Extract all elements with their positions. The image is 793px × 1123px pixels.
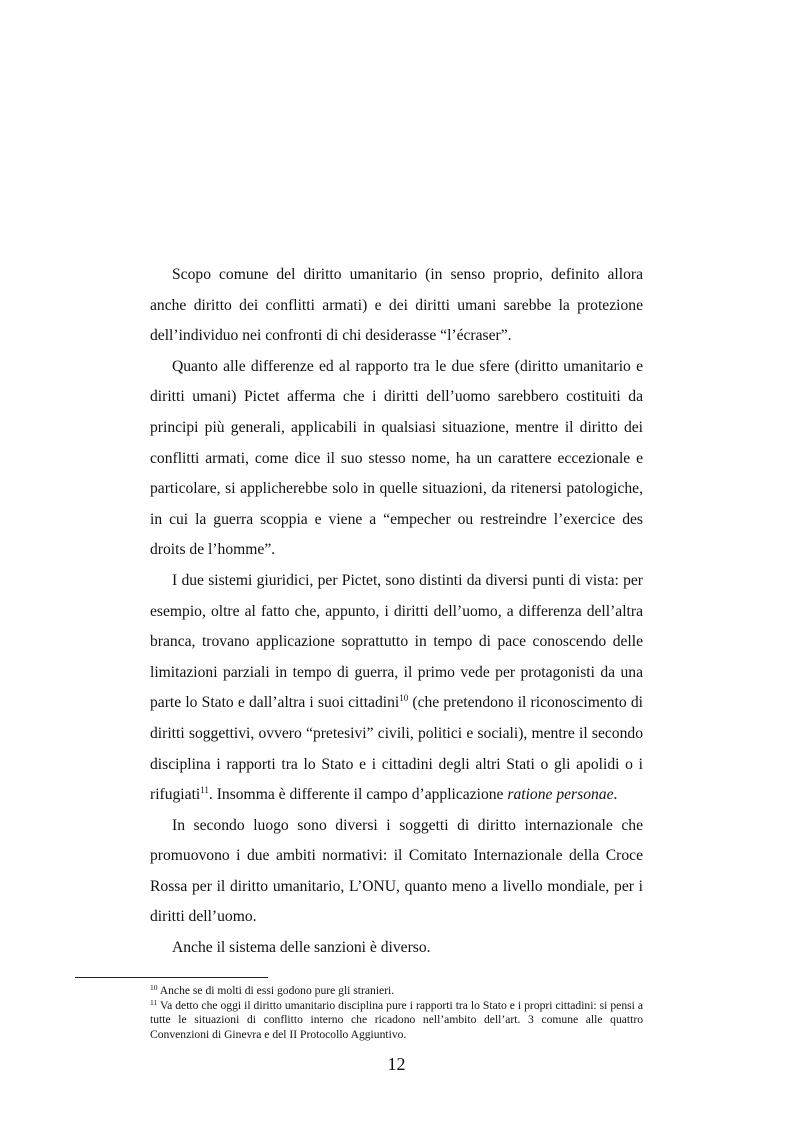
footnote-11-number: 11 xyxy=(150,997,158,1007)
footnote-10 xyxy=(150,984,643,999)
paragraph-3 xyxy=(150,566,643,811)
paragraph-1: Scopo comune del diritto umanitario (in senso proprio, definito allora anche diritto dei conflitti armati) e dei diritti umani sarebbe la protezione dell’individuo nei confronti di chi desiderasse “l’écraser”. xyxy=(150,266,643,345)
ratione-personae-italic: ratione personae xyxy=(507,786,614,804)
paragraph-3-part-d: . xyxy=(613,786,618,804)
paragraph-3-part-c: . Insomma è differente il campo d’applicazione xyxy=(208,786,508,804)
footnote-11 xyxy=(150,999,643,1043)
footnote-ref-10[interactable]: 10 xyxy=(399,693,409,704)
paragraph-3-part-a: I due sistemi giuridici, per Pictet, sono distinti da diversi punti di vista: per esempio, oltre al fatto che, appunto, i diritti dell’uomo, a differenza dell’altra branca, trovano applicazione soprattutto in tempo di pace conoscendo delle limitazioni parziali in tempo di guerra, il primo vede per protagonisti da una parte lo Stato e dall’altra i suoi cittadini xyxy=(150,571,643,712)
paragraph-2: Quanto alle differenze ed al rapporto tra le due sfere (diritto umanitario e diritti umani) Pictet afferma che i diritti dell’uomo sarebbero costituiti da principi più generali, applicabili in qualsiasi situazione, mentre il diritto dei conflitti armati, come dice il suo stesso nome, ha un carattere eccezionale e particolare, si applicherebbe solo in quelle situazioni, da ritenersi patologiche, in cui la guerra scoppia e viene a “empecher ou restreindre l’exercice des droits de l’homme”. xyxy=(150,357,643,559)
paragraph-3-part-b: (che pretendono il riconoscimento di diritti soggettivi, ovvero “pretesivi” civili, politici e sociali), mentre il secondo disciplina i rapporti tra lo Stato e i cittadini degli altri Stati o gli apolidi o i rifugiati xyxy=(150,694,643,804)
footnote-10-number: 10 xyxy=(150,983,158,992)
footnote-ref-11[interactable]: 11 xyxy=(200,785,209,796)
footnote-10-text: Anche se di molti di essi godono pure gli stranieri. xyxy=(157,984,395,997)
paragraph-5: Anche il sistema delle sanzioni è diverso. xyxy=(172,939,431,957)
footnote-11-text: Va detto che oggi il diritto umanitario disciplina pure i rapporti tra lo Stato e i propri cittadini: si pensi a tutte le situazioni di conflitto interno che ricadono nell’ambito dell’art. 3 comune alle quattro Convenzioni di Ginevra e del II Protocollo Aggiuntivo. xyxy=(150,998,643,1041)
footnotes xyxy=(150,984,643,1042)
footnote-separator xyxy=(75,977,268,978)
page-number: 12 xyxy=(387,1054,406,1074)
paragraph-4: In secondo luogo sono diversi i soggetti di diritto internazionale che promuovono i due ambiti normativi: il Comitato Internazionale della Croce Rossa per il diritto umanitario, L’ONU, quanto meno a livello mondiale, per i diritti dell’uomo. xyxy=(150,816,643,926)
main-text xyxy=(150,260,643,964)
